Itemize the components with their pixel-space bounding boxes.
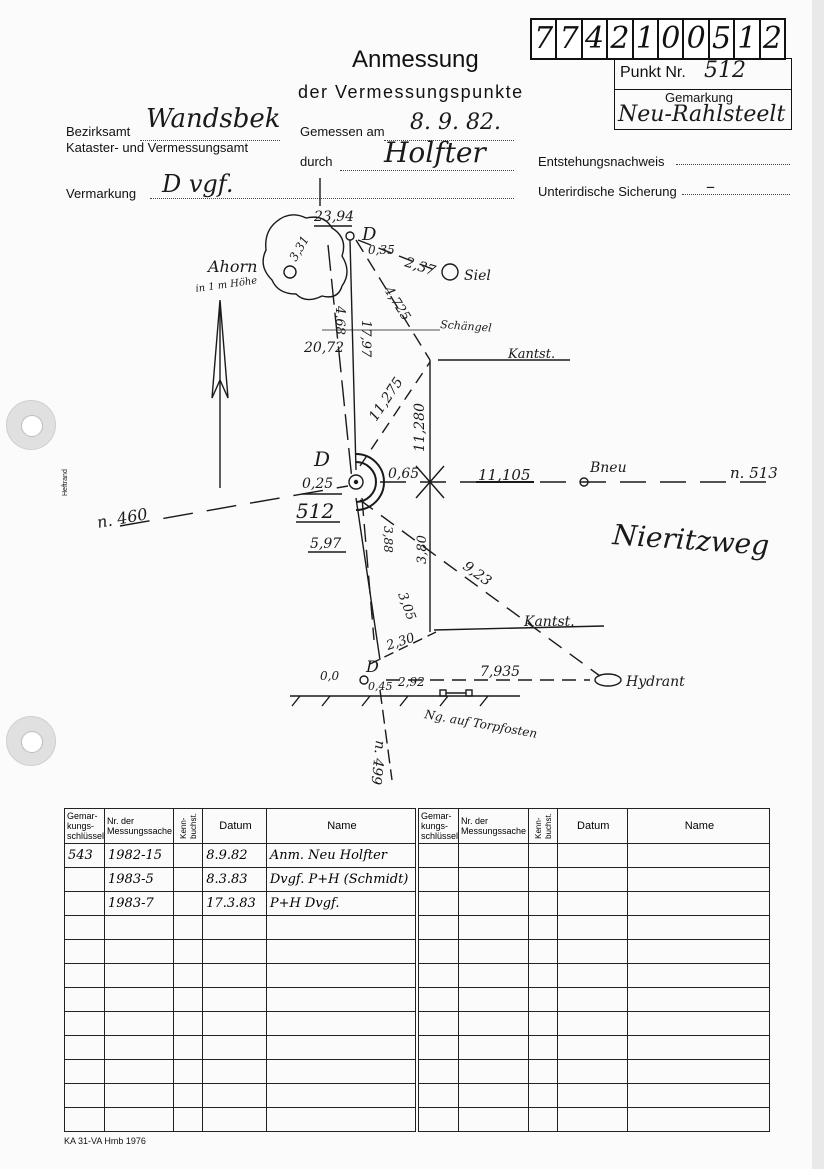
register-table-left — [64, 808, 416, 1132]
sketch-label: 2,30 — [384, 630, 417, 654]
table-cell — [459, 892, 529, 916]
table-cell — [557, 1108, 627, 1132]
table-cell — [105, 940, 174, 964]
table-cell — [557, 964, 627, 988]
tree-canopy-outline — [263, 215, 347, 300]
table-cell — [627, 916, 769, 940]
form-id: KA 31-VA Hmb 1976 — [64, 1136, 146, 1146]
table-cell — [419, 892, 459, 916]
table-cell — [528, 988, 557, 1012]
table-cell — [459, 868, 529, 892]
table-cell — [105, 1012, 174, 1036]
table-row — [419, 964, 770, 988]
table-cell — [65, 1012, 105, 1036]
table-cell — [105, 1108, 174, 1132]
punkt-value: 512 — [704, 58, 746, 83]
table-cell — [419, 1108, 459, 1132]
table-cell — [203, 1012, 267, 1036]
table-row — [419, 892, 770, 916]
table-cell — [627, 1036, 769, 1060]
table-row — [65, 868, 416, 892]
table-cell — [65, 892, 105, 916]
table-cell — [627, 1012, 769, 1036]
gemarkung-value: Neu-Rahlsteelt — [618, 102, 786, 127]
table-row — [65, 916, 416, 940]
table-cell — [174, 868, 203, 892]
sketch-label: 3,88 — [381, 526, 395, 553]
table-cell — [65, 940, 105, 964]
table-row — [419, 1084, 770, 1108]
table-cell — [459, 1012, 529, 1036]
sketch-label: 4,725 — [380, 284, 414, 324]
sketch-label: 4,68 — [332, 306, 347, 335]
stamp-digit: 7 — [557, 20, 582, 58]
bezirksamt-label: Bezirksamt — [66, 124, 131, 139]
table-cell — [459, 1084, 529, 1108]
table-cell — [528, 1012, 557, 1036]
table-cell — [65, 916, 105, 940]
table-row — [419, 916, 770, 940]
table-cell — [105, 964, 174, 988]
table-cell — [419, 988, 459, 1012]
table-row — [419, 1108, 770, 1132]
table-cell — [459, 988, 529, 1012]
stamp-digit: 1 — [634, 20, 659, 58]
main-line-right — [350, 240, 356, 470]
table-cell — [459, 844, 529, 868]
table-cell — [65, 1036, 105, 1060]
table-cell — [627, 868, 769, 892]
table-cell — [528, 892, 557, 916]
table-cell — [627, 1108, 769, 1132]
table-cell — [65, 868, 105, 892]
table-cell — [419, 1060, 459, 1084]
stamp-digit: 4 — [583, 20, 608, 58]
table-cell — [203, 940, 267, 964]
stamp-digit: 0 — [684, 20, 709, 58]
table-cell — [459, 940, 529, 964]
table-cell — [419, 868, 459, 892]
table-cell — [557, 940, 627, 964]
sketch-label: 11,105 — [478, 466, 531, 484]
sketch-label: Kantst. — [524, 614, 575, 630]
table-cell — [174, 964, 203, 988]
point-bottom-icon — [360, 676, 368, 684]
table-cell — [528, 1036, 557, 1060]
sketch-label: 2,92 — [398, 675, 425, 689]
sketch-top-value: 23,94 — [314, 209, 355, 225]
sketch-label: 20,72 — [304, 340, 345, 356]
table-cell — [627, 892, 769, 916]
main-line-left — [328, 245, 352, 480]
gemessen-label: Gemessen am — [300, 124, 385, 139]
table-cell — [266, 1084, 415, 1108]
table-cell — [266, 1036, 415, 1060]
sketch-label: 11,275 — [366, 374, 407, 425]
table-cell — [419, 1084, 459, 1108]
table-cell — [528, 1060, 557, 1084]
table-cell — [65, 1060, 105, 1084]
sketch-label: n. 513 — [730, 464, 778, 482]
sketch-label: n. 499 — [367, 739, 388, 786]
sicherung-value: – — [706, 176, 715, 197]
entstehung-label: Entstehungsnachweis — [538, 154, 665, 169]
sketch-label: 0,25 — [302, 476, 334, 492]
table-cell — [174, 1036, 203, 1060]
table-cell — [174, 1108, 203, 1132]
table-cell: 1982-15 — [105, 844, 174, 868]
table-row — [419, 1060, 770, 1084]
sketch-label: 0,45 — [368, 680, 393, 693]
table-cell — [419, 1012, 459, 1036]
table-row — [65, 1036, 416, 1060]
header-datum: Datum — [557, 809, 627, 844]
table-cell — [459, 1060, 529, 1084]
table-cell — [203, 1084, 267, 1108]
stamp-digit: 5 — [710, 20, 735, 58]
sketch-top-point: D — [362, 224, 377, 245]
table-cell — [105, 988, 174, 1012]
table-cell — [65, 1084, 105, 1108]
sketch-label: 0,65 — [388, 466, 420, 482]
table-cell — [528, 844, 557, 868]
hydrant-icon — [595, 674, 621, 686]
table-cell — [174, 988, 203, 1012]
sketch-label: Siel — [464, 268, 491, 284]
durch-label: durch — [300, 154, 333, 169]
table-cell — [627, 1060, 769, 1084]
table-cell — [557, 1012, 627, 1036]
table-cell — [266, 1108, 415, 1132]
stamp-digit: 2 — [762, 21, 782, 56]
table-cell — [174, 844, 203, 868]
table-cell — [557, 1060, 627, 1084]
point-top-icon — [346, 232, 354, 240]
table-row — [419, 988, 770, 1012]
table-cell — [266, 964, 415, 988]
table-cell — [65, 964, 105, 988]
table-cell — [174, 1060, 203, 1084]
table-cell — [174, 916, 203, 940]
table-cell — [105, 1036, 174, 1060]
table-cell — [65, 1108, 105, 1132]
table-cell: 8.9.82 — [203, 844, 267, 868]
table-cell: Anm. Neu Holfter — [266, 844, 415, 868]
table-cell: 1983-5 — [105, 868, 174, 892]
header-name: Name — [627, 809, 769, 844]
durch-value: Holfter — [384, 136, 486, 169]
table-row — [65, 1012, 416, 1036]
table-cell — [419, 916, 459, 940]
sketch-label: 2,37 — [402, 254, 438, 280]
gemarkung-label: Gemarkung — [665, 90, 733, 105]
sketch-label: 3,80 — [415, 535, 430, 564]
stamp-digit: 7 — [532, 20, 557, 58]
form-title: Anmessung — [352, 46, 479, 73]
table-cell — [528, 1108, 557, 1132]
sketch-label: Bneu — [590, 460, 627, 476]
table-cell — [266, 988, 415, 1012]
header-name: Name — [266, 809, 415, 844]
gemessen-value: 8. 9. 82. — [410, 110, 501, 135]
table-row — [419, 1012, 770, 1036]
sketch-label: 11,280 — [412, 403, 428, 452]
table-row — [65, 1084, 416, 1108]
table-cell — [174, 892, 203, 916]
sketch-bottom-point: D — [366, 657, 379, 676]
sketch-street-name: Nieritzweg — [611, 518, 771, 562]
table-cell — [266, 1060, 415, 1084]
sketch-label: 0,0 — [320, 669, 340, 683]
table-cell — [627, 988, 769, 1012]
table-cell — [627, 1084, 769, 1108]
form-subtitle: der Vermessungspunkte — [298, 82, 524, 102]
table-row — [419, 940, 770, 964]
table-row — [419, 1036, 770, 1060]
header-gemarkungsschluessel: Gemar-kungs-schlüssel — [65, 809, 105, 844]
table-cell — [557, 1084, 627, 1108]
table-cell — [528, 964, 557, 988]
sketch-label: 9,23 — [459, 558, 495, 590]
table-cell — [557, 1036, 627, 1060]
table-cell — [557, 988, 627, 1012]
sketch-label: 3,05 — [394, 590, 419, 623]
table-cell — [174, 1084, 203, 1108]
sicherung-label: Unterirdische Sicherung — [538, 184, 677, 199]
table-cell — [203, 1060, 267, 1084]
table-cell — [203, 916, 267, 940]
table-cell — [459, 916, 529, 940]
table-row — [65, 964, 416, 988]
vermarkung-value: D vgf. — [162, 170, 234, 198]
table-cell: 543 — [65, 844, 105, 868]
table-cell: 17.3.83 — [203, 892, 267, 916]
table-row — [65, 940, 416, 964]
table-cell — [459, 1036, 529, 1060]
table-cell — [203, 988, 267, 1012]
table-row — [65, 844, 416, 868]
table-cell — [65, 988, 105, 1012]
header-messungssache: Nr. der Messungssache — [105, 809, 174, 844]
sketch-label: 7,935 — [480, 664, 521, 680]
table-cell — [174, 940, 203, 964]
siel-icon — [442, 264, 458, 280]
table-row — [65, 988, 416, 1012]
register-table-right — [418, 808, 770, 1132]
sketch-label: in 1 m Höhe — [194, 275, 258, 295]
header-datum: Datum — [203, 809, 267, 844]
table-cell — [528, 916, 557, 940]
table-cell — [459, 1108, 529, 1132]
sketch-label: Ahorn — [208, 257, 258, 276]
sketch-label: 17,97 — [358, 320, 373, 358]
sketch-label: Kantst. — [508, 347, 556, 362]
table-cell — [528, 1084, 557, 1108]
sketch-center-point: D — [314, 447, 331, 471]
sketch-label: 0,35 — [368, 243, 395, 257]
table-cell — [419, 964, 459, 988]
stamp-digit: 1 — [735, 20, 760, 58]
stamp-digit: 0 — [659, 20, 684, 58]
table-cell — [203, 1036, 267, 1060]
tree-icon — [284, 266, 296, 278]
table-cell — [419, 844, 459, 868]
table-cell — [557, 868, 627, 892]
table-cell: P+H Dvgf. — [266, 892, 415, 916]
table-cell — [203, 964, 267, 988]
sketch-label: 5,97 — [310, 536, 342, 552]
table-cell — [266, 1012, 415, 1036]
heftrand-label: Heftrand — [62, 469, 69, 496]
sketch-label: Ng. auf Torpfosten — [423, 707, 539, 741]
table-cell — [627, 940, 769, 964]
header-kennbuchstabe: Kenn-buchst. — [528, 809, 557, 844]
table-cell — [266, 940, 415, 964]
table-cell — [557, 844, 627, 868]
header-messungssache: Nr. der Messungssache — [459, 809, 529, 844]
table-cell — [627, 964, 769, 988]
table-cell: 1983-7 — [105, 892, 174, 916]
table-row — [419, 868, 770, 892]
stamp-digit: 2 — [608, 20, 633, 58]
sketch-label: 3,31 — [286, 233, 312, 264]
table-cell — [627, 844, 769, 868]
table-cell — [105, 1060, 174, 1084]
table-cell — [419, 1036, 459, 1060]
sketch-label: Hydrant — [626, 674, 685, 690]
sketch-label: Schängel — [439, 318, 493, 335]
table-cell — [266, 916, 415, 940]
punkt-label: Punkt Nr. — [620, 64, 686, 81]
table-cell — [105, 1084, 174, 1108]
kataster-label: Kataster- und Vermessungsamt — [66, 140, 249, 155]
table-cell — [528, 868, 557, 892]
table-cell — [557, 892, 627, 916]
header-kennbuchstabe: Kenn-buchst. — [174, 809, 203, 844]
table-cell — [459, 964, 529, 988]
table-row — [419, 844, 770, 868]
table-cell — [528, 940, 557, 964]
table-row — [65, 1060, 416, 1084]
table-cell: Dvgf. P+H (Schmidt) — [266, 868, 415, 892]
sketch-center-number: 512 — [296, 499, 335, 523]
vermarkung-label: Vermarkung — [66, 186, 137, 201]
table-cell — [105, 916, 174, 940]
table-cell — [557, 916, 627, 940]
bezirksamt-value: Wandsbek — [146, 104, 281, 134]
sketch-label: n. 460 — [95, 504, 149, 532]
table-row — [65, 1108, 416, 1132]
table-cell — [203, 1108, 267, 1132]
table-cell: 8.3.83 — [203, 868, 267, 892]
table-row — [65, 892, 416, 916]
header-gemarkungsschluessel: Gemar-kungs-schlüssel — [419, 809, 459, 844]
table-cell — [174, 1012, 203, 1036]
table-cell — [419, 940, 459, 964]
